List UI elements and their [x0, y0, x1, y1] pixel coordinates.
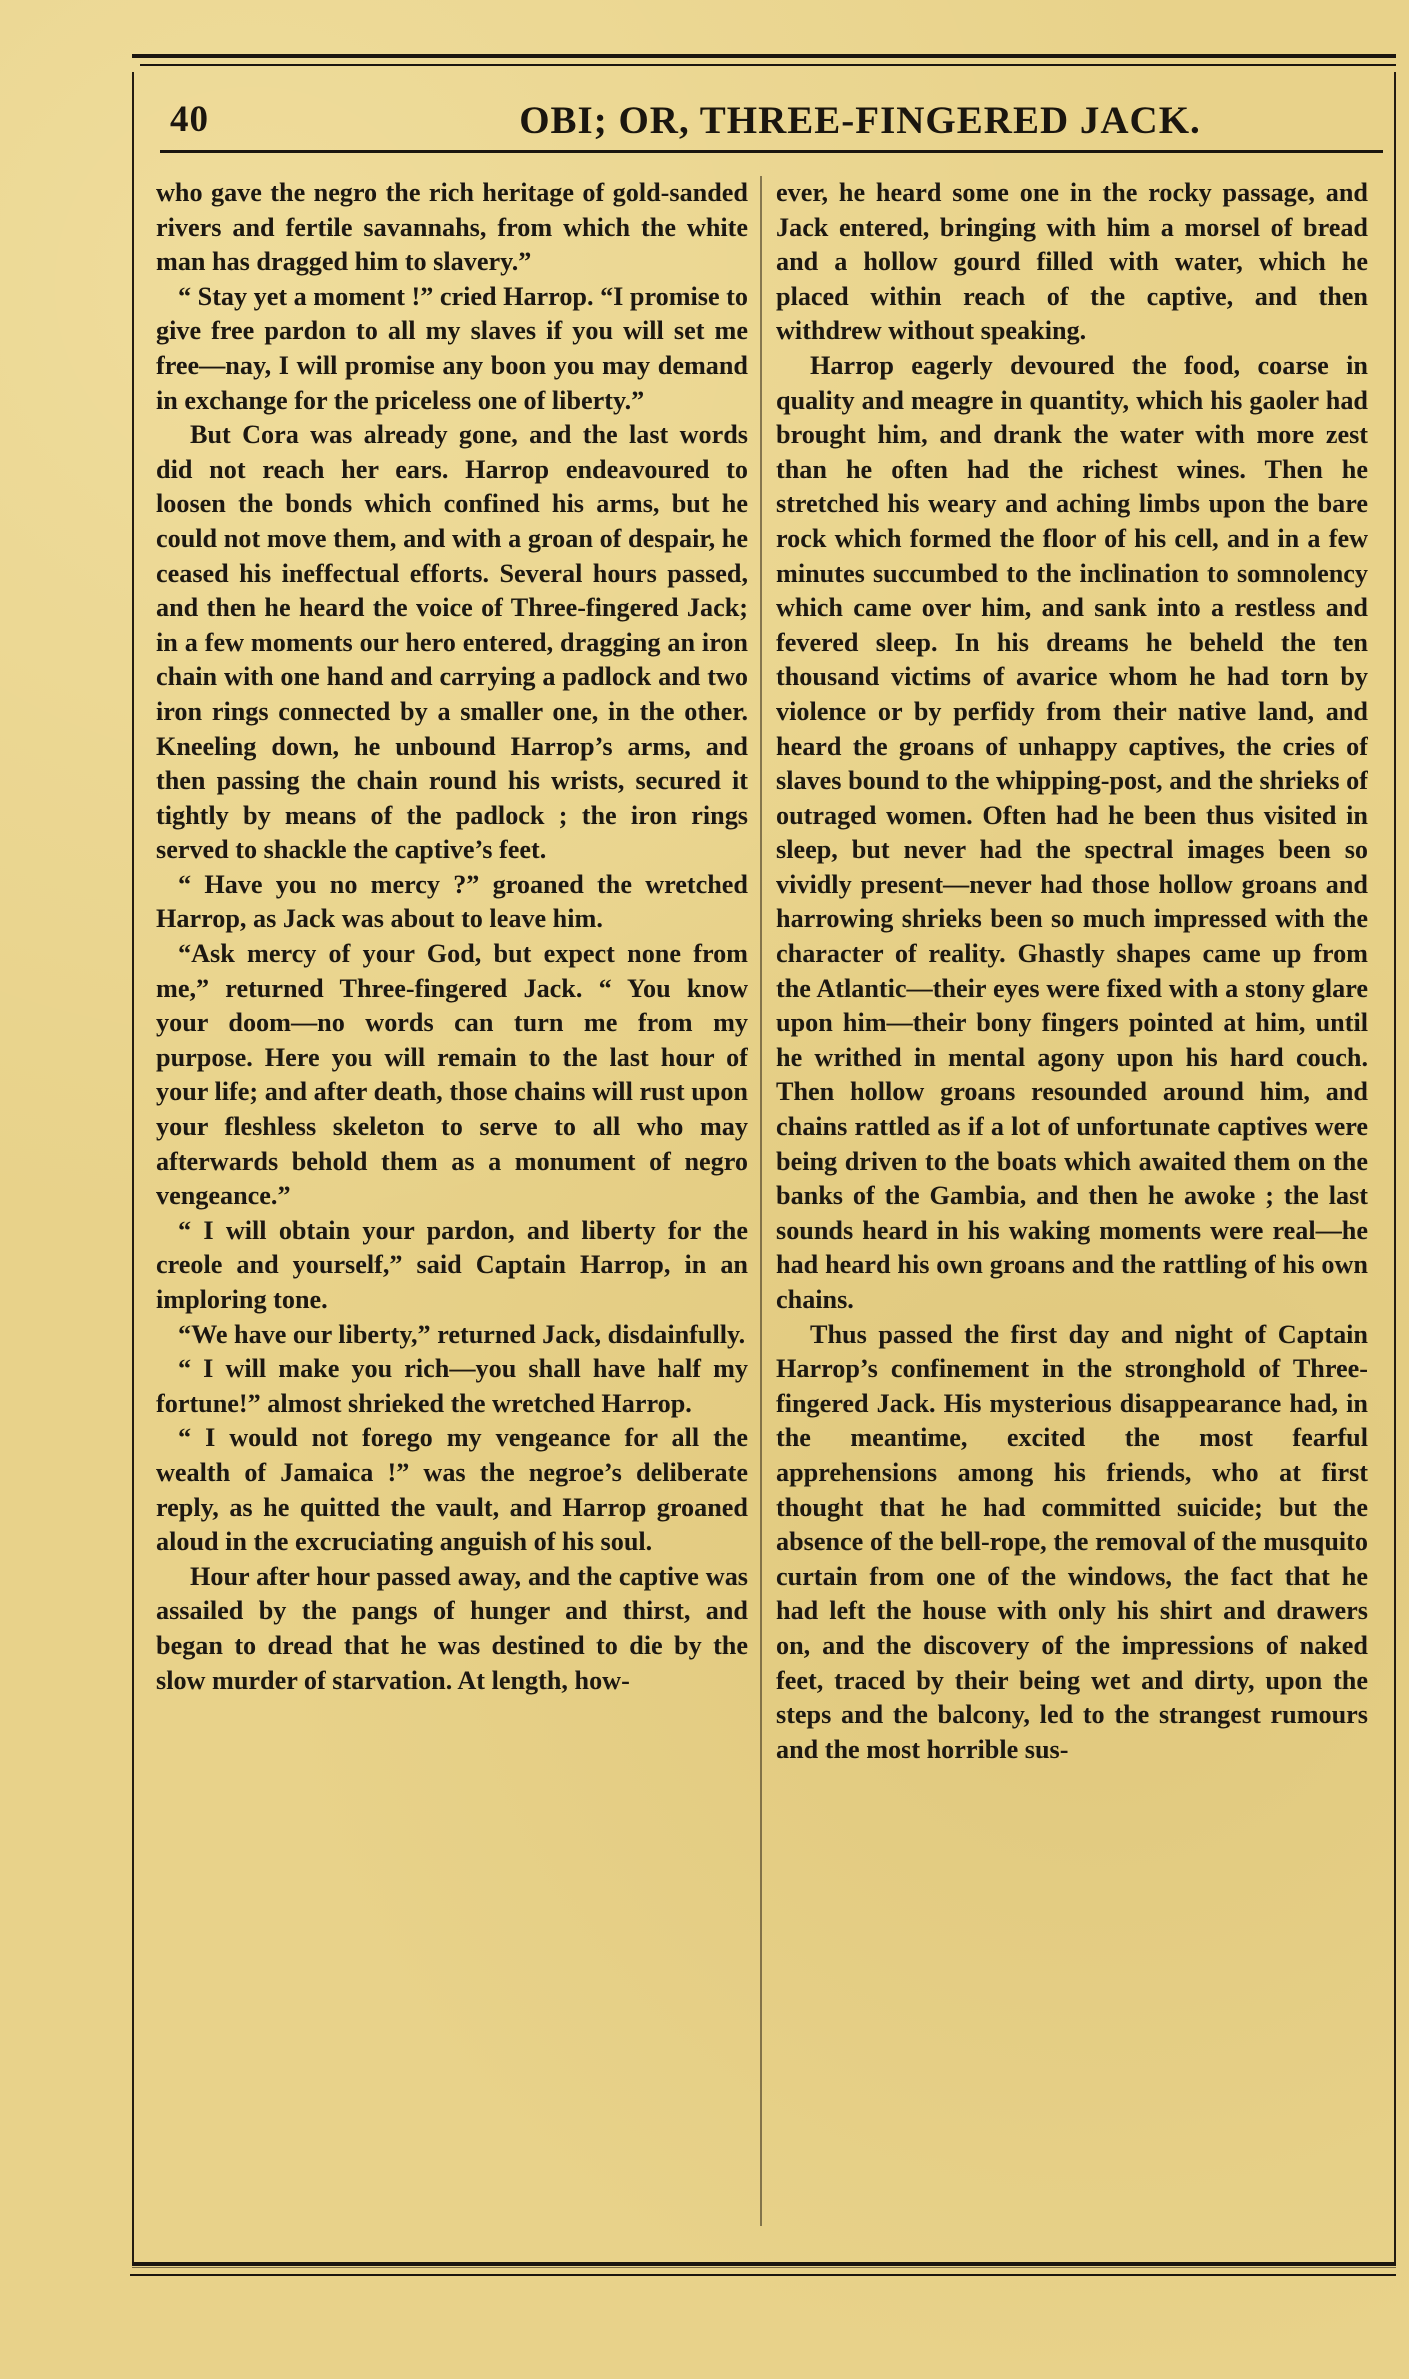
right-paragraph-3: Thus passed the first day and night of Captain Harrop’s confinement in the stronghold of Three-fingered Jack. His mysterious disappearance had, in the meantime, excited the most fearful apprehensions among his friends, who at first thought that he had committed suicide; but the absence of the bell-rope, the removal of the musquito curtain from one of the windows, the fact that he had left the house with only his shirt and drawers on, and the discovery of the impressions of naked feet, traced by their being wet and dirty, upon the steps and the balcony, led to the strangest rumours and the most horrible sus-: [776, 1319, 1368, 1764]
left-paragraph-8: “ I will make you rich—you shall have half my fortune!” almost shrieked the wretched Harrop.: [156, 1354, 748, 1418]
running-title: OBI; OR, THREE-FINGERED JACK.: [519, 99, 1201, 142]
right-paragraph-1: ever, he heard some one in the rocky passage, and Jack entered, bringing with him a morsel of bread and a hollow gourd filled with water, which he placed within reach of the captive, and then withdrew without speaking.: [776, 178, 1368, 346]
top-rule-secondary: [140, 64, 1396, 66]
left-paragraph-1: who gave the negro the rich heritage of gold-sanded rivers and fertile savannahs, from which the white man has dragged him to slavery.”: [156, 178, 748, 277]
left-paragraph-4: “ Have you no mercy ?” groaned the wretched Harrop, as Jack was about to leave him.: [156, 869, 748, 934]
left-column: [156, 176, 748, 2228]
right-paragraph-2: Harrop eagerly devoured the food, coarse in quality and meagre in quantity, which his gaoler had brought him, and drank the water with more zest than he often had the richest wines. Then he stretched his weary and aching limbs upon the bare rock which formed the floor of his cell, and in a few minutes succumbed to the inclination to somnolency which came over him, and sank into a restless and fevered sleep. In his dreams he beheld the ten thousand victims of avarice whom he had torn by violence or by perfidy from their native land, and heard the groans of unhappy captives, the cries of slaves bound to the whipping-post, and the shrieks of outraged women. Often had he been thus visited in sleep, but never had the spectral images been so vividly present—never had those hollow groans and harrowing shrieks been so much impressed with the character of reality. Ghastly shapes came up from the Atlantic—their eyes were fixed with a stony glare upon him—their bony fingers pointed at him, until he writhed in mental agony upon his hard couch. Then hollow groans resounded around him, and chains rattled as if a lot of unfortunate captives were being driven to the boats which awaited them on the banks of the Gambia, and then he awoke ; the last sounds heard in his waking moments were real—he had heard his own groans and the rattling of his own chains.: [776, 350, 1368, 1314]
left-paragraph-5: “Ask mercy of your God, but expect none from me,” returned Three-fingered Jack. “ You know your doom—no words can turn me from my purpose. Here you will remain to the last hour of your life; and after death, those chains will rust upon your fleshless skeleton to serve to all who may afterwards behold them as a monument of negro vengeance.”: [156, 939, 748, 1211]
page-number: 40: [170, 99, 209, 140]
left-paragraph-6: “ I will obtain your pardon, and liberty for the creole and yourself,” said Captain Harrop, in an imploring tone.: [156, 1215, 748, 1314]
top-rule: [132, 54, 1396, 58]
bottom-rule-secondary: [130, 2274, 1396, 2276]
left-paragraph-7: “We have our liberty,” returned Jack, disdainfully.: [178, 1319, 746, 1349]
header-rule: [160, 150, 1383, 153]
bottom-rule: [132, 2262, 1396, 2266]
left-paragraph-10: Hour after hour passed away, and the captive was assailed by the pangs of hunger and thirst, and began to dread that he was destined to die by the slow murder of starvation. At length, how-: [156, 1561, 748, 1695]
left-paragraph-2: “ Stay yet a moment !” cried Harrop. “I promise to give free pardon to all my slaves if you will set me free—nay, I will promise any boon you may demand in exchange for the priceless one of liberty.”: [156, 281, 748, 415]
left-paragraph-3: But Cora was already gone, and the last words did not reach her ears. Harrop endeavoured to loosen the bonds which confined his arms, but he could not move them, and with a groan of despair, he ceased his ineffectual efforts. Several hours passed, and then he heard the voice of Three-fingered Jack; in a few moments our hero entered, dragging an iron chain with one hand and carrying a padlock and two iron rings connected by a smaller one, in the other. Kneeling down, he unbound Harrop’s arms, and then passing the chain round his wrists, secured it tightly by means of the padlock ; the iron rings served to shackle the captive’s feet.: [156, 420, 748, 865]
column-divider: [760, 176, 762, 2226]
bottom-rule-thin: [132, 2267, 1396, 2268]
right-column: [776, 176, 1368, 2228]
left-paragraph-9: “ I would not forego my vengeance for all the wealth of Jamaica !” was the negroe’s deliberate reply, as he quitted the vault, and Harrop groaned aloud in the excruciating anguish of his soul.: [156, 1423, 748, 1557]
